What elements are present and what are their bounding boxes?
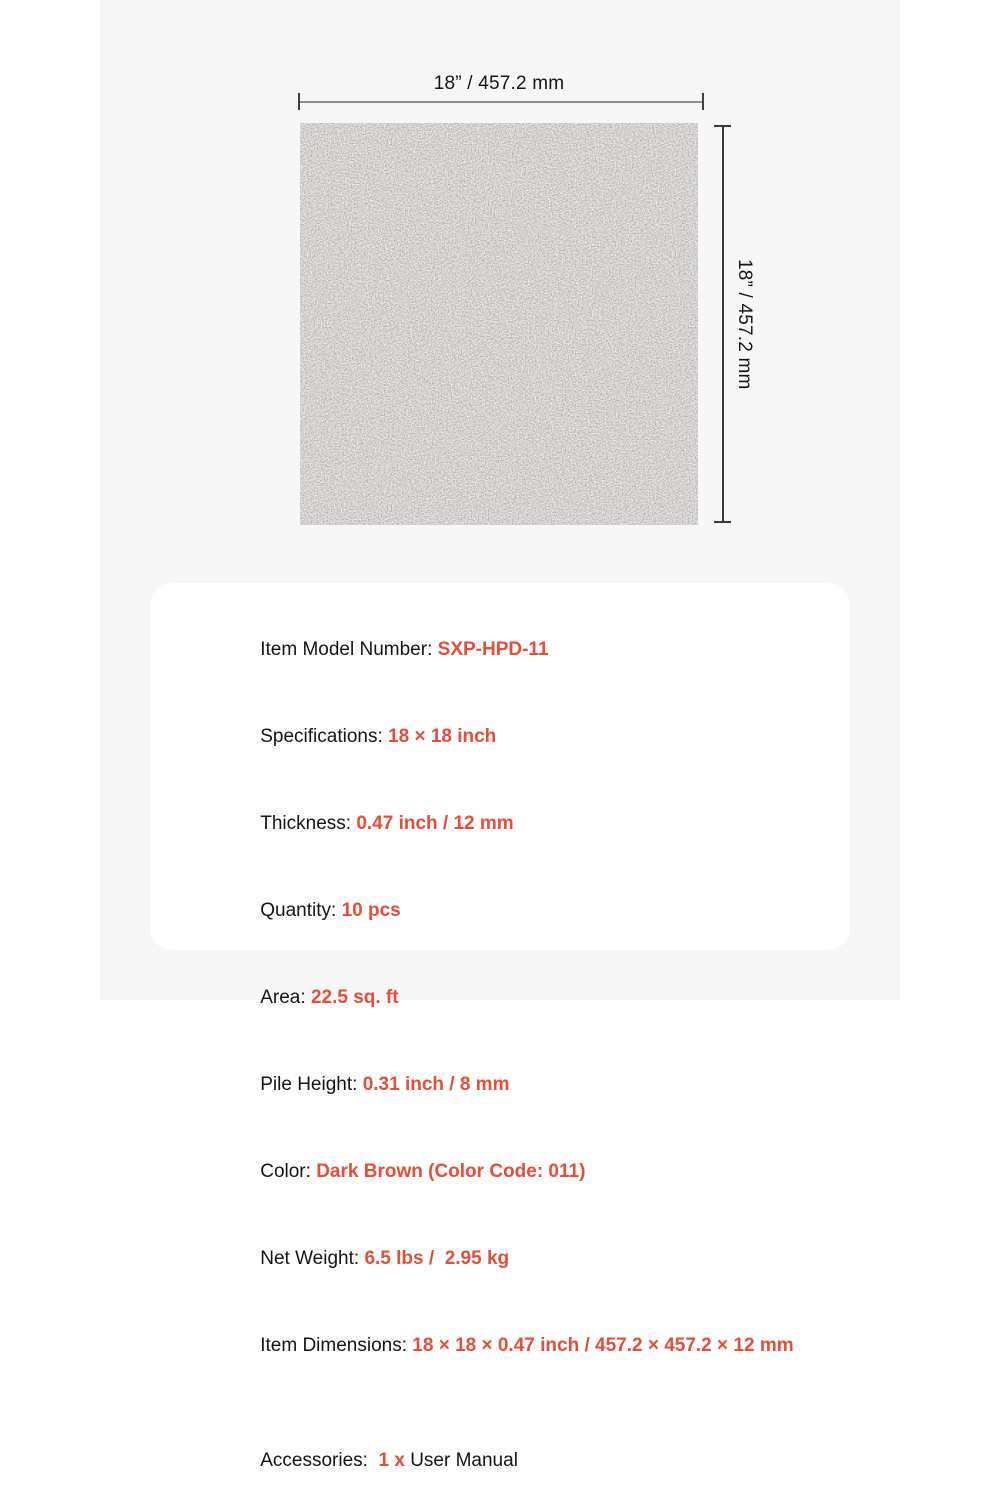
carpet-tile-image bbox=[300, 123, 698, 525]
spec-value: Dark Brown (Color Code: 011) bbox=[316, 1161, 586, 1182]
spec-row-quantity bbox=[218, 867, 820, 954]
spec-value: 22.5 sq. ft bbox=[310, 987, 399, 1008]
spec-label: Pile Height: bbox=[260, 1074, 363, 1095]
spec-row-net-weight bbox=[218, 1215, 820, 1302]
width-dimension-rule bbox=[299, 101, 703, 103]
spec-label: Quantity: bbox=[260, 900, 342, 921]
height-dimension-tick-bottom bbox=[714, 521, 731, 523]
spec-label: Specifications: bbox=[260, 726, 389, 747]
spec-label: Area: bbox=[260, 987, 311, 1008]
height-dimension-line bbox=[714, 125, 731, 523]
carpet-texture-graphic bbox=[300, 123, 698, 525]
spec-row-thickness bbox=[218, 780, 820, 867]
spec-row-area bbox=[218, 954, 820, 1041]
width-dimension-label: 18” / 457.2 mm bbox=[433, 73, 565, 94]
spec-value: 18 × 18 × 0.47 inch / 457.2 × 457.2 × 12 mm bbox=[412, 1335, 794, 1356]
accessories-label: Accessories: bbox=[260, 1450, 379, 1471]
spec-value: 6.5 lbs / 2.95 kg bbox=[364, 1248, 510, 1269]
spec-row-item-dimensions bbox=[218, 1302, 820, 1389]
spec-row-specifications bbox=[218, 693, 820, 780]
accessories-quantity: 1 x bbox=[378, 1450, 405, 1471]
spec-value: 0.47 inch / 12 mm bbox=[356, 813, 514, 834]
spec-row-pile-height bbox=[218, 1041, 820, 1128]
spec-label: Color: bbox=[260, 1161, 317, 1182]
width-dimension-line bbox=[298, 93, 704, 110]
spec-row-model-number bbox=[218, 606, 820, 693]
specifications-list bbox=[150, 583, 850, 1504]
spec-value: 10 pcs bbox=[341, 900, 401, 921]
spec-label: Item Dimensions: bbox=[260, 1335, 413, 1356]
accessories-row bbox=[218, 1417, 820, 1504]
spec-row-color bbox=[218, 1128, 820, 1215]
spec-label: Thickness: bbox=[260, 813, 357, 834]
width-dimension-tick-right bbox=[702, 93, 704, 110]
accessories-item: User Manual bbox=[404, 1450, 518, 1471]
spec-label: Net Weight: bbox=[260, 1248, 365, 1269]
spec-value: SXP-HPD-11 bbox=[437, 639, 549, 660]
spec-label: Item Model Number: bbox=[260, 639, 438, 660]
height-dimension-rule bbox=[722, 126, 724, 522]
spec-value: 18 × 18 inch bbox=[388, 726, 497, 747]
height-dimension-label: 18” / 457.2 mm bbox=[734, 258, 755, 390]
width-dimension-tick-left bbox=[298, 93, 300, 110]
spec-value: 0.31 inch / 8 mm bbox=[362, 1074, 510, 1095]
height-dimension-tick-top bbox=[714, 125, 731, 127]
specifications-card bbox=[150, 583, 850, 1471]
